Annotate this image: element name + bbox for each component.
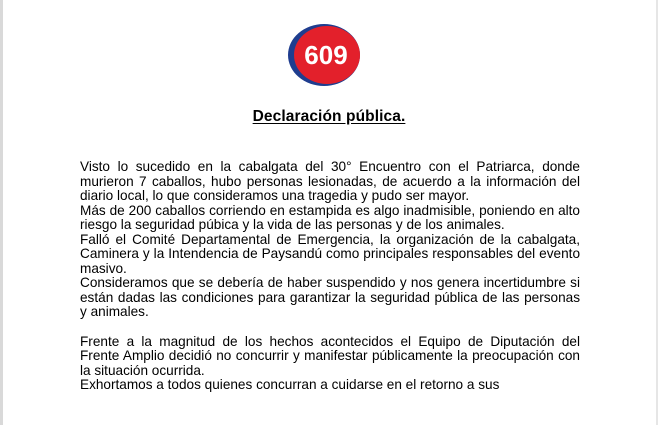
paragraph-4: Consideramos que se debería de haber suspendido y nos genera incertidumbre si están dadas las condiciones para garantizar la seguridad pública de las personas y animales.: [80, 275, 580, 319]
page-left-edge: [0, 0, 3, 425]
document-body: [80, 160, 580, 393]
paragraph-3: Falló el Comité Departamental de Emergencia, la organización de la cabalgata, Caminera y la Intendencia de Paysandú como principales responsables del evento masivo.: [80, 231, 580, 276]
paragraph-spacer: [80, 320, 580, 335]
logo-609: [286, 22, 362, 88]
document-title: Declaración pública.: [252, 108, 406, 125]
paragraph-5: Frente a la magnitud de los hechos acontecidos el Equipo de Diputación del Frente Amplio decidió no concurrir y manifestar públicamente la preocupación con la situación ocurrida.: [80, 333, 580, 378]
logo-text: 609: [304, 40, 348, 70]
logo-609-graphic: [286, 22, 362, 88]
paragraph-6: Exhortamos a todos quienes concurran a cuidarse en el retorno a sus: [80, 377, 500, 392]
paragraph-2: Más de 200 caballos corriendo en estampida es algo inadmisible, poniendo en alto riesgo la seguridad púbica y la vida de las personas y de los animales.: [80, 202, 580, 232]
paragraph-1: Visto lo sucedido en la cabalgata del 30° Encuentro con el Patriarca, donde murieron 7 caballos, hubo personas lesionadas, de acuerdo a la información del diario local, lo que consideramos una tragedia y pudo ser mayor.: [80, 159, 580, 203]
